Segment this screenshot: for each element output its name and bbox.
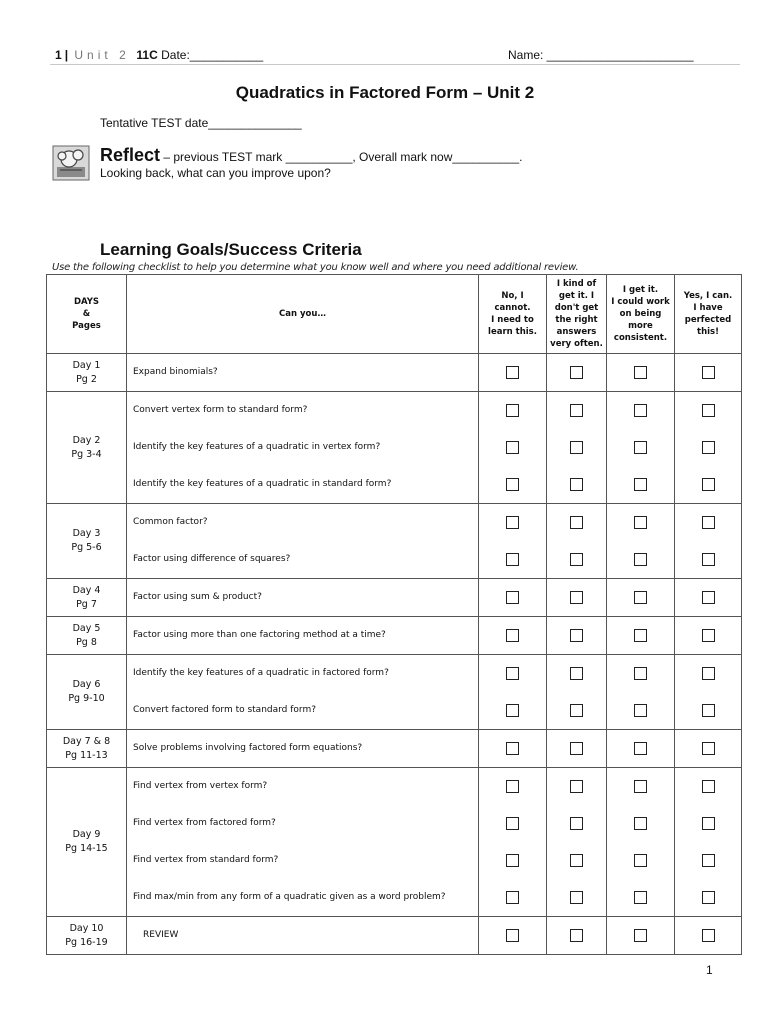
level-4-checkbox[interactable] <box>702 366 715 379</box>
day-cell <box>47 392 127 504</box>
level-3-checkbox[interactable] <box>634 704 647 717</box>
level-3-cell <box>607 655 675 730</box>
checkbox-wrap <box>547 617 606 654</box>
checkbox-wrap <box>607 354 674 391</box>
day-cell <box>47 579 127 617</box>
level-3-checkbox[interactable] <box>634 553 647 566</box>
level-header-line: the right <box>555 315 598 325</box>
checkbox-wrap <box>607 805 674 842</box>
reflect-marks: – previous TEST mark __________, Overall mark now__________. <box>160 150 523 164</box>
day-label: Day 4 <box>72 584 101 596</box>
pages-label: Pg 3-4 <box>71 448 102 460</box>
level-2-checkbox[interactable] <box>570 366 583 379</box>
day-label: Day 2 <box>72 434 101 446</box>
level-3-checkbox[interactable] <box>634 478 647 491</box>
checkbox-wrap <box>547 392 606 429</box>
checkbox-wrap <box>479 879 546 916</box>
criteria-cell <box>127 768 479 917</box>
level-3-cell <box>607 392 675 504</box>
checkbox-wrap <box>479 466 546 503</box>
level-1-checkbox[interactable] <box>506 516 519 529</box>
criterion-text: Common factor? <box>133 517 208 527</box>
checkbox-wrap <box>675 617 741 654</box>
level-2-checkbox[interactable] <box>570 742 583 755</box>
level-2-cell <box>547 917 607 955</box>
criteria-cell <box>127 655 479 730</box>
level-1-checkbox[interactable] <box>506 667 519 680</box>
level-2-cell <box>547 579 607 617</box>
table-row <box>47 392 742 504</box>
date-label: Date:___________ <box>161 48 264 62</box>
level-1-checkbox[interactable] <box>506 366 519 379</box>
level-4-checkbox[interactable] <box>702 704 715 717</box>
reflect-question: Looking back, what can you improve upon? <box>100 166 331 180</box>
day-cell <box>47 354 127 392</box>
success-criteria-table <box>46 274 742 955</box>
day-label: Day 5 <box>72 622 101 634</box>
criterion-text: Find vertex from factored form? <box>133 818 276 828</box>
level-4-cell <box>675 617 742 655</box>
days-header <box>47 275 127 354</box>
criterion-text: Identify the key features of a quadratic in factored form? <box>133 668 389 678</box>
level-1-cell <box>479 504 547 579</box>
level-header-line: I get it. <box>622 285 659 295</box>
level-header-line: this! <box>697 327 719 337</box>
day-cell <box>47 730 127 768</box>
level-2-checkbox[interactable] <box>570 516 583 529</box>
level-1-cell <box>479 768 547 917</box>
header-divider <box>50 64 740 65</box>
day-cell <box>47 917 127 955</box>
pages-label: Pg 2 <box>76 373 97 385</box>
level-header-line: perfected <box>684 315 732 325</box>
pages-label: Pg 5-6 <box>71 542 102 553</box>
criterion-text: Solve problems involving factored form equations? <box>133 743 363 753</box>
checkbox-wrap <box>547 730 606 767</box>
day-cell <box>47 655 127 730</box>
table-row <box>47 617 742 655</box>
level-header-4 <box>675 275 742 354</box>
criteria-cell <box>127 354 479 392</box>
level-2-checkbox[interactable] <box>570 553 583 566</box>
level-1-checkbox[interactable] <box>506 441 519 454</box>
level-3-checkbox[interactable] <box>634 366 647 379</box>
criteria-cell <box>127 730 479 768</box>
checkbox-wrap <box>479 730 546 767</box>
level-3-cell <box>607 617 675 655</box>
learning-goals-title: Learning Goals/Success Criteria <box>100 240 362 259</box>
checkbox-wrap <box>479 392 546 429</box>
level-header-line: get it. I <box>558 291 595 301</box>
checkbox-wrap <box>607 504 674 541</box>
level-1-checkbox[interactable] <box>506 553 519 566</box>
level-3-cell <box>607 354 675 392</box>
criterion-text: Factor using difference of squares? <box>133 554 291 564</box>
level-3-checkbox[interactable] <box>634 891 647 904</box>
checkbox-wrap <box>607 917 674 954</box>
page-number: 1 <box>55 48 62 62</box>
page-title: Quadratics in Factored Form – Unit 2 <box>235 83 535 102</box>
table-row <box>47 655 742 730</box>
checkbox-wrap <box>547 768 606 805</box>
day-label: Day 9 <box>72 829 101 840</box>
checkbox-wrap <box>607 842 674 879</box>
level-header-line: learn this. <box>488 327 537 337</box>
level-2-checkbox[interactable] <box>570 404 583 417</box>
criterion-text: Factor using sum & product? <box>133 592 262 602</box>
checkbox-wrap <box>675 541 741 578</box>
header-left: 1 | Unit 2 11C Date:___________ <box>55 48 264 62</box>
level-4-checkbox[interactable] <box>702 441 715 454</box>
level-1-checkbox[interactable] <box>506 478 519 491</box>
level-4-cell <box>675 504 742 579</box>
checkbox-wrap <box>547 842 606 879</box>
pages-label: Pg 16-19 <box>65 936 108 948</box>
level-4-checkbox[interactable] <box>702 516 715 529</box>
day-cell <box>47 504 127 579</box>
level-2-checkbox[interactable] <box>570 817 583 830</box>
criterion-text: Convert vertex form to standard form? <box>133 405 308 415</box>
checkbox-wrap <box>547 655 606 692</box>
level-2-checkbox[interactable] <box>570 441 583 454</box>
checkbox-wrap <box>675 392 741 429</box>
checkbox-wrap <box>547 466 606 503</box>
level-4-checkbox[interactable] <box>702 742 715 755</box>
level-4-cell <box>675 917 742 955</box>
level-2-checkbox[interactable] <box>570 854 583 867</box>
criterion-text: Find vertex from vertex form? <box>133 781 268 791</box>
level-3-checkbox[interactable] <box>634 516 647 529</box>
level-header-line: on being <box>619 309 662 319</box>
level-4-cell <box>675 768 742 917</box>
level-4-cell <box>675 655 742 730</box>
table-header-row <box>47 275 742 354</box>
level-1-checkbox[interactable] <box>506 817 519 830</box>
checkbox-wrap <box>675 429 741 466</box>
checkbox-wrap <box>547 579 606 616</box>
day-cell <box>47 617 127 655</box>
day-label: Day 10 <box>69 922 104 934</box>
level-header-line: Yes, I can. <box>683 291 733 301</box>
level-1-cell <box>479 730 547 768</box>
criteria-cell <box>127 392 479 504</box>
criterion-text: Identify the key features of a quadratic in standard form? <box>133 479 392 489</box>
checkbox-wrap <box>479 842 546 879</box>
level-header-line: No, I <box>501 291 524 301</box>
table-row <box>47 730 742 768</box>
level-1-checkbox[interactable] <box>506 891 519 904</box>
level-4-checkbox[interactable] <box>702 553 715 566</box>
checkbox-wrap <box>479 579 546 616</box>
level-1-cell <box>479 354 547 392</box>
level-4-checkbox[interactable] <box>702 817 715 830</box>
days-header-line: Pages <box>72 321 101 331</box>
checkbox-wrap <box>479 692 546 729</box>
level-header-line: answers <box>556 327 597 337</box>
level-3-checkbox[interactable] <box>634 854 647 867</box>
course-code: 11C <box>136 48 158 62</box>
checkbox-wrap <box>675 730 741 767</box>
checkbox-wrap <box>607 617 674 654</box>
checkbox-wrap <box>547 692 606 729</box>
day-label: Day 1 <box>72 359 101 371</box>
checkbox-wrap <box>675 879 741 916</box>
can-you-header: Can you… <box>127 275 479 354</box>
level-1-cell <box>479 655 547 730</box>
checkbox-wrap <box>547 917 606 954</box>
table-row <box>47 579 742 617</box>
level-4-checkbox[interactable] <box>702 780 715 793</box>
checkbox-wrap <box>675 655 741 692</box>
criterion-text: Factor using more than one factoring method at a time? <box>133 630 386 640</box>
level-4-checkbox[interactable] <box>702 891 715 904</box>
level-1-checkbox[interactable] <box>506 742 519 755</box>
name-label: Name: ______________________ <box>508 48 694 62</box>
level-1-checkbox[interactable] <box>506 704 519 717</box>
level-header-line: I have <box>693 303 723 313</box>
checkbox-wrap <box>607 466 674 503</box>
level-header-line: consistent. <box>613 333 668 343</box>
checkbox-wrap <box>675 842 741 879</box>
level-2-checkbox[interactable] <box>570 629 583 642</box>
level-1-cell <box>479 617 547 655</box>
checkbox-wrap <box>607 429 674 466</box>
level-2-checkbox[interactable] <box>570 478 583 491</box>
table-row <box>47 354 742 392</box>
level-header-line: I kind of <box>556 279 597 289</box>
level-4-checkbox[interactable] <box>702 667 715 680</box>
test-date-line: Tentative TEST date______________ <box>100 116 302 130</box>
criterion-text: Find vertex from standard form? <box>133 855 279 865</box>
level-3-checkbox[interactable] <box>634 780 647 793</box>
criterion-text: Find max/min from any form of a quadratic given as a word problem? <box>133 892 446 902</box>
level-2-checkbox[interactable] <box>570 780 583 793</box>
level-3-checkbox[interactable] <box>634 404 647 417</box>
checkbox-wrap <box>675 354 741 391</box>
criterion-text: Identify the key features of a quadratic in vertex form? <box>133 442 381 452</box>
criterion-text: Expand binomials? <box>133 367 218 377</box>
table-row <box>47 917 742 955</box>
level-2-cell <box>547 392 607 504</box>
level-3-checkbox[interactable] <box>634 742 647 755</box>
level-2-checkbox[interactable] <box>570 591 583 604</box>
level-4-cell <box>675 354 742 392</box>
days-header-line: & <box>82 309 91 319</box>
checkbox-wrap <box>607 655 674 692</box>
checkbox-wrap <box>479 768 546 805</box>
level-header-1 <box>479 275 547 354</box>
checkbox-wrap <box>607 579 674 616</box>
criterion-text: Convert factored form to standard form? <box>133 705 317 715</box>
level-1-cell <box>479 579 547 617</box>
level-header-line: very often. <box>550 339 603 349</box>
level-1-cell <box>479 392 547 504</box>
criteria-cell <box>127 579 479 617</box>
level-3-checkbox[interactable] <box>634 929 647 942</box>
level-3-cell <box>607 579 675 617</box>
pages-label: Pg 14-15 <box>65 843 108 854</box>
unit-label: Unit 2 <box>74 48 130 62</box>
level-2-cell <box>547 617 607 655</box>
checkbox-wrap <box>607 692 674 729</box>
checkbox-wrap <box>675 768 741 805</box>
level-1-checkbox[interactable] <box>506 404 519 417</box>
day-label: Day 7 & 8 <box>62 735 111 747</box>
checkbox-wrap <box>479 354 546 391</box>
level-3-checkbox[interactable] <box>634 667 647 680</box>
level-4-checkbox[interactable] <box>702 854 715 867</box>
level-4-checkbox[interactable] <box>702 591 715 604</box>
level-header-line: don't get <box>554 303 599 313</box>
checkbox-wrap <box>479 541 546 578</box>
level-3-cell <box>607 768 675 917</box>
criteria-cell <box>127 504 479 579</box>
level-header-line: cannot. <box>494 303 531 313</box>
level-3-checkbox[interactable] <box>634 629 647 642</box>
level-4-checkbox[interactable] <box>702 404 715 417</box>
checkbox-wrap <box>547 541 606 578</box>
level-header-line: I need to <box>491 315 534 325</box>
criteria-cell <box>127 617 479 655</box>
reflect-heading: Reflect <box>100 145 161 165</box>
level-3-cell <box>607 730 675 768</box>
level-header-3 <box>607 275 675 354</box>
checkbox-wrap <box>479 917 546 954</box>
checkbox-wrap <box>675 579 741 616</box>
level-1-checkbox[interactable] <box>506 780 519 793</box>
checkbox-wrap <box>479 655 546 692</box>
level-2-cell <box>547 768 607 917</box>
level-1-cell <box>479 917 547 955</box>
level-2-checkbox[interactable] <box>570 704 583 717</box>
checkbox-wrap <box>675 466 741 503</box>
pages-label: Pg 11-13 <box>65 749 108 761</box>
level-3-cell <box>607 917 675 955</box>
level-2-cell <box>547 655 607 730</box>
level-2-cell <box>547 730 607 768</box>
footer-page-number: 1 <box>706 963 713 977</box>
checkbox-wrap <box>675 692 741 729</box>
checkbox-wrap <box>607 768 674 805</box>
checkbox-wrap <box>607 730 674 767</box>
reflect-line <box>100 145 522 166</box>
checkbox-wrap <box>547 805 606 842</box>
pages-label: Pg 9-10 <box>68 693 105 704</box>
level-header-line: more <box>628 321 653 331</box>
level-3-checkbox[interactable] <box>634 441 647 454</box>
table-row <box>47 504 742 579</box>
level-header-2 <box>547 275 607 354</box>
level-4-cell <box>675 392 742 504</box>
checkbox-wrap <box>479 617 546 654</box>
checkbox-wrap <box>479 429 546 466</box>
level-4-checkbox[interactable] <box>702 478 715 491</box>
level-header-line: I could work <box>611 297 670 307</box>
level-2-cell <box>547 504 607 579</box>
table-body <box>47 354 742 955</box>
checkbox-wrap <box>607 879 674 916</box>
days-header-line: DAYS <box>73 297 100 307</box>
level-4-cell <box>675 730 742 768</box>
day-label: Day 3 <box>72 528 101 539</box>
reflect-thinking-icon <box>52 145 90 181</box>
table-row <box>47 768 742 917</box>
level-1-checkbox[interactable] <box>506 629 519 642</box>
level-1-checkbox[interactable] <box>506 591 519 604</box>
pages-label: Pg 8 <box>76 636 97 648</box>
level-4-checkbox[interactable] <box>702 929 715 942</box>
checkbox-wrap <box>607 392 674 429</box>
checkbox-wrap <box>547 879 606 916</box>
checkbox-wrap <box>479 504 546 541</box>
checkbox-wrap <box>675 805 741 842</box>
checkbox-wrap <box>675 917 741 954</box>
day-cell <box>47 768 127 917</box>
level-3-cell <box>607 504 675 579</box>
checkbox-wrap <box>479 805 546 842</box>
level-1-checkbox[interactable] <box>506 929 519 942</box>
level-2-checkbox[interactable] <box>570 929 583 942</box>
pages-label: Pg 7 <box>76 598 97 610</box>
criterion-text: REVIEW <box>143 930 179 940</box>
level-4-checkbox[interactable] <box>702 629 715 642</box>
day-label: Day 6 <box>72 679 101 690</box>
checkbox-wrap <box>547 504 606 541</box>
level-3-checkbox[interactable] <box>634 591 647 604</box>
checkbox-wrap <box>675 504 741 541</box>
level-1-checkbox[interactable] <box>506 854 519 867</box>
level-2-checkbox[interactable] <box>570 667 583 680</box>
checkbox-wrap <box>547 354 606 391</box>
level-2-cell <box>547 354 607 392</box>
learning-goals-subtitle: Use the following checklist to help you determine what you know well and where you need additional review. <box>52 262 579 273</box>
level-4-cell <box>675 579 742 617</box>
criteria-cell <box>127 917 479 955</box>
level-2-checkbox[interactable] <box>570 891 583 904</box>
checkbox-wrap <box>607 541 674 578</box>
level-3-checkbox[interactable] <box>634 817 647 830</box>
checkbox-wrap <box>547 429 606 466</box>
